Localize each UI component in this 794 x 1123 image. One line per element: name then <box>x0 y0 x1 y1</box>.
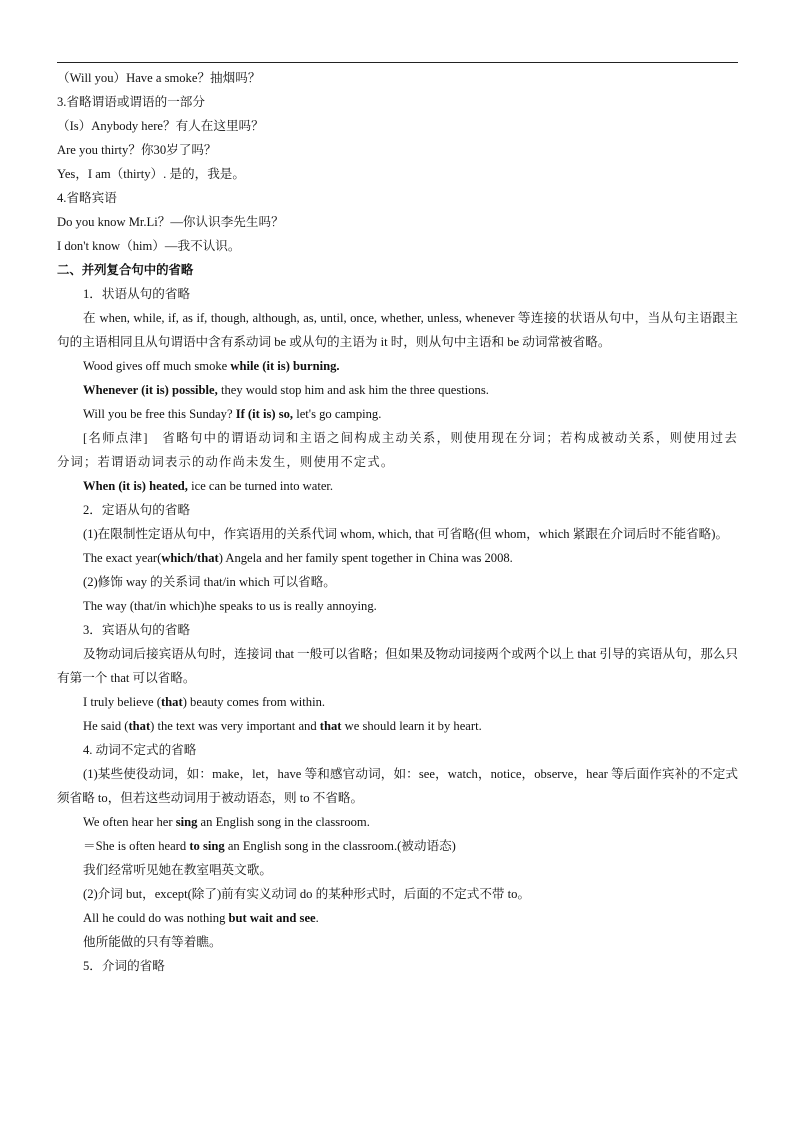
section-title: 5．介词的省略 <box>83 959 165 973</box>
example-sentence: Whenever (it is) possible, they would stop him and ask him the three questions. <box>83 383 489 397</box>
text-line: （Will you）Have a smoke？抽烟吗？ <box>57 71 261 85</box>
section-title: 4. 动词不定式的省略 <box>83 743 197 757</box>
example-sentence: We often hear her sing an English song in the classroom. <box>83 815 370 829</box>
example-sentence: I truly believe (that) beauty comes from within. <box>83 695 326 709</box>
text-line: Yes，I am（thirty）. 是的，我是。 <box>57 167 245 181</box>
teacher-note: [名师点津] 省略句中的谓语动词和主语之间构成主动关系，则使用现在分词；若构成被动关系，则使用过去分词；若谓语动词表示的动作尚未发生，则使用不定式。 <box>57 431 738 469</box>
section-title: 2．定语从句的省略 <box>83 503 191 517</box>
translation: 他所能做的只有等着瞧。 <box>83 935 222 949</box>
text-line: （Is）Anybody here？有人在这里吗？ <box>57 119 264 133</box>
example-sentence: ＝She is often heard to sing an English song in the classroom.(被动语态) <box>83 839 456 853</box>
paragraph: (1)在限制性定语从句中，作宾语用的关系代词 whom, which, that 可省略(但 whom，which 紧跟在介词后时不能省略)。 <box>83 527 729 541</box>
example-sentence: Will you be free this Sunday? If (it is) so, let's go camping. <box>83 407 382 421</box>
section-title: 3．宾语从句的省略 <box>83 623 191 637</box>
example-sentence: All he could do was nothing but wait and see. <box>83 911 319 925</box>
text-line: I don't know（him）—我不认识。 <box>57 239 241 253</box>
paragraph: (1)某些使役动词，如：make，let，have 等和感官动词，如：see，watch，notice，observe，hear 等后面作宾补的不定式须省略 to，但若这些动词用于被动语态，则 to 不省略。 <box>57 767 738 805</box>
example-sentence: Wood gives off much smoke while (it is) burning. <box>83 359 340 373</box>
example-sentence: The way (that/in which)he speaks to us is really annoying. <box>83 599 377 613</box>
subheading: 4.省略宾语 <box>57 191 117 205</box>
text-line: Are you thirty？你30岁了吗？ <box>57 143 217 157</box>
translation: 我们经常听见她在教室唱英文歌。 <box>83 863 272 877</box>
paragraph: (2)修饰 way 的关系词 that/in which 可以省略。 <box>83 575 336 589</box>
section-title: 1．状语从句的省略 <box>83 287 191 301</box>
text-line: Do you know Mr.Li？—你认识李先生吗？ <box>57 215 284 229</box>
paragraph: 在 when, while, if, as if, though, although, as, until, once, whether, unless, whenever 等连接的状语从句中，当从句主语跟主句的主语相同且从句谓语中含有系动词 be 或从句的主语为 it 时，则从句中主语和 be 动词常被省略。 <box>57 311 738 349</box>
example-sentence: He said (that) the text was very important and that we should learn it by heart. <box>83 719 482 733</box>
document-body <box>57 66 738 978</box>
example-sentence: The exact year(which/that) Angela and her family spent together in China was 2008. <box>83 551 513 565</box>
paragraph: 及物动词后接宾语从句时，连接词 that 一般可以省略；但如果及物动词接两个或两个以上 that 引导的宾语从句，那么只有第一个 that 可以省略。 <box>57 647 738 685</box>
header-rule <box>57 62 738 63</box>
section-heading: 二、并列复合句中的省略 <box>57 262 194 277</box>
subheading: 3.省略谓语或谓语的一部分 <box>57 95 205 109</box>
paragraph: (2)介词 but，except(除了)前有实义动词 do 的某种形式时，后面的不定式不带 to。 <box>83 887 531 901</box>
example-sentence: When (it is) heated, ice can be turned into water. <box>83 479 334 493</box>
